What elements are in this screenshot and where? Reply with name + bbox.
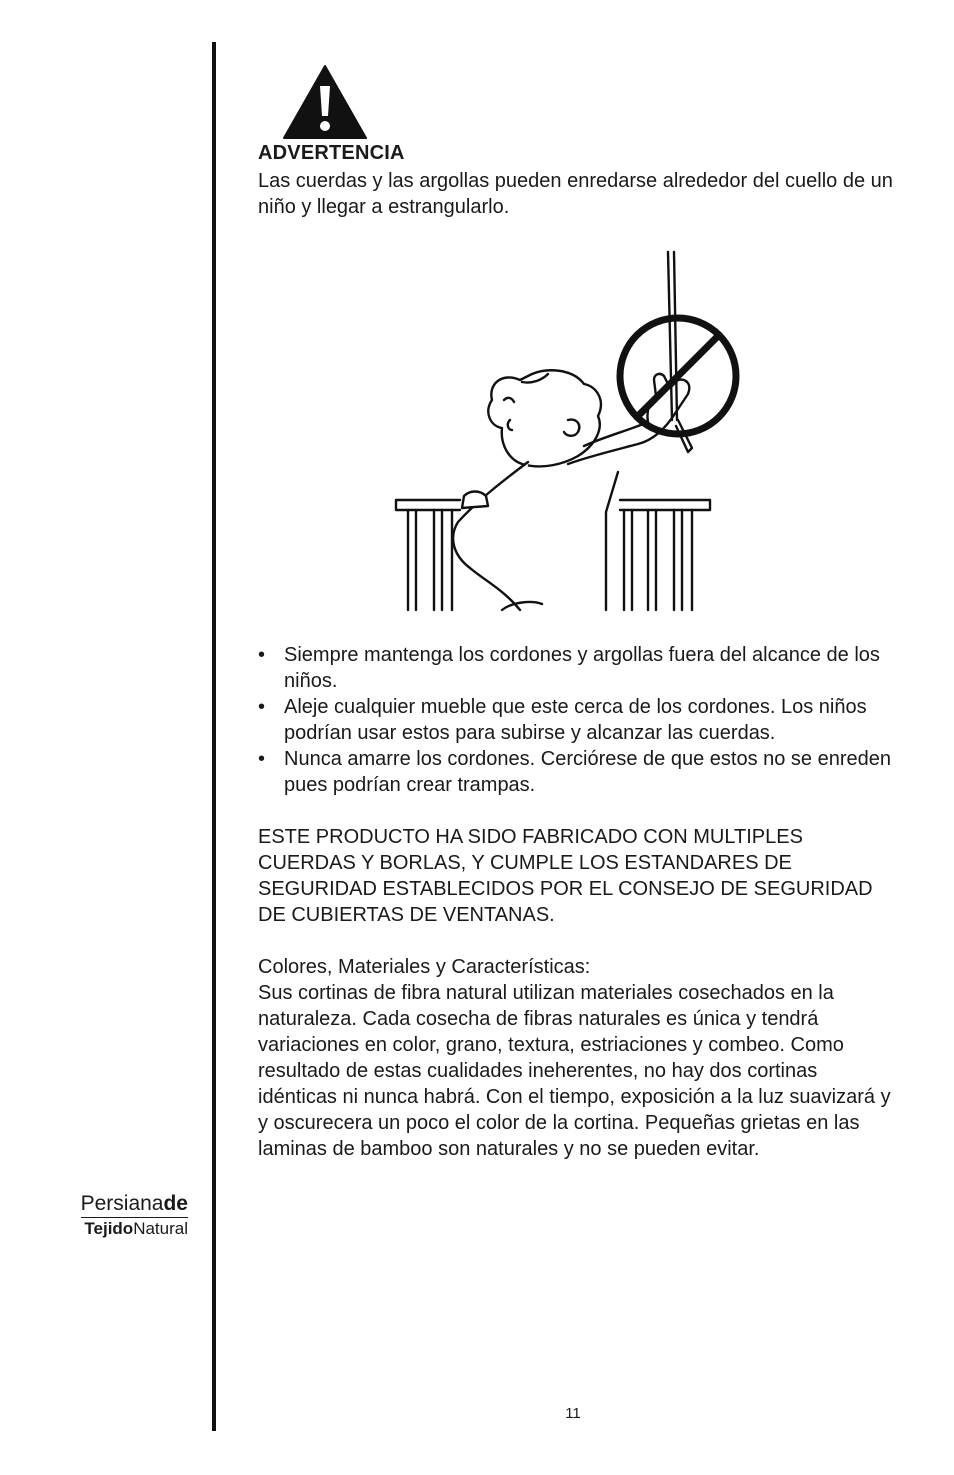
- child-cord-illustration: [392, 250, 742, 615]
- warning-title: ADVERTENCIA: [258, 142, 405, 164]
- page-number: 11: [565, 1405, 581, 1422]
- child: [453, 370, 689, 610]
- warning-triangle-icon: [282, 64, 368, 140]
- list-item: • Aleje cualquier mueble que este cerca de los cordones. Los niños podrían usar estos para subirse y alcanzar las cuerdas.: [258, 694, 898, 746]
- brand-word-de: de: [163, 1192, 188, 1215]
- brand-word-persiana: Persiana: [80, 1192, 164, 1215]
- brand-word-natural: Natural: [133, 1219, 188, 1238]
- warning-text: Las cuerdas y las argollas pueden enredarse alrededor del cuello de un niño y llegar a estrangularlo.: [258, 170, 893, 218]
- brand-word-tejido: Tejido: [84, 1219, 134, 1238]
- crib-rail: [396, 500, 710, 610]
- list-item: • Nunca amarre los cordones. Cerciórese de que estos no se enreden pues podrían crear trampas.: [258, 746, 898, 798]
- vertical-margin-rule: [212, 42, 216, 1431]
- colors-paragraph: Sus cortinas de fibra natural utilizan materiales cosechados en la naturaleza. Cada cosecha de fibras naturales es única y tendrá variaciones en color, grano, textura, estriaciones y combeo. Como resultado de estas cualidades ineherentes, no hay dos cortinas idénticas ni nunca habrá. Con el tiempo, exposición a la luz suavizará y y oscurecera un poco el color de la cortina. Pequeñas grietas en las laminas de bamboo son naturales y no se pueden evitar.: [258, 982, 891, 1160]
- brand-logo: [40, 1192, 188, 1240]
- compliance-statement: ESTE PRODUCTO HA SIDO FABRICADO CON MULTIPLES CUERDAS Y BORLAS, Y CUMPLE LOS ESTANDARES DE SEGURIDAD ESTABLECIDOS POR EL CONSEJO DE SEGURIDAD DE CUBIERTAS DE VENTANAS.: [258, 826, 873, 926]
- colors-heading: Colores, Materiales y Características:: [258, 956, 591, 978]
- blind-cord: [668, 252, 692, 452]
- safety-bullet-list: [258, 642, 898, 798]
- brand-line-2: [40, 1218, 188, 1240]
- brand-line-1: [81, 1192, 188, 1218]
- list-item: • Siempre mantenga los cordones y argollas fuera del alcance de los niños.: [258, 642, 898, 694]
